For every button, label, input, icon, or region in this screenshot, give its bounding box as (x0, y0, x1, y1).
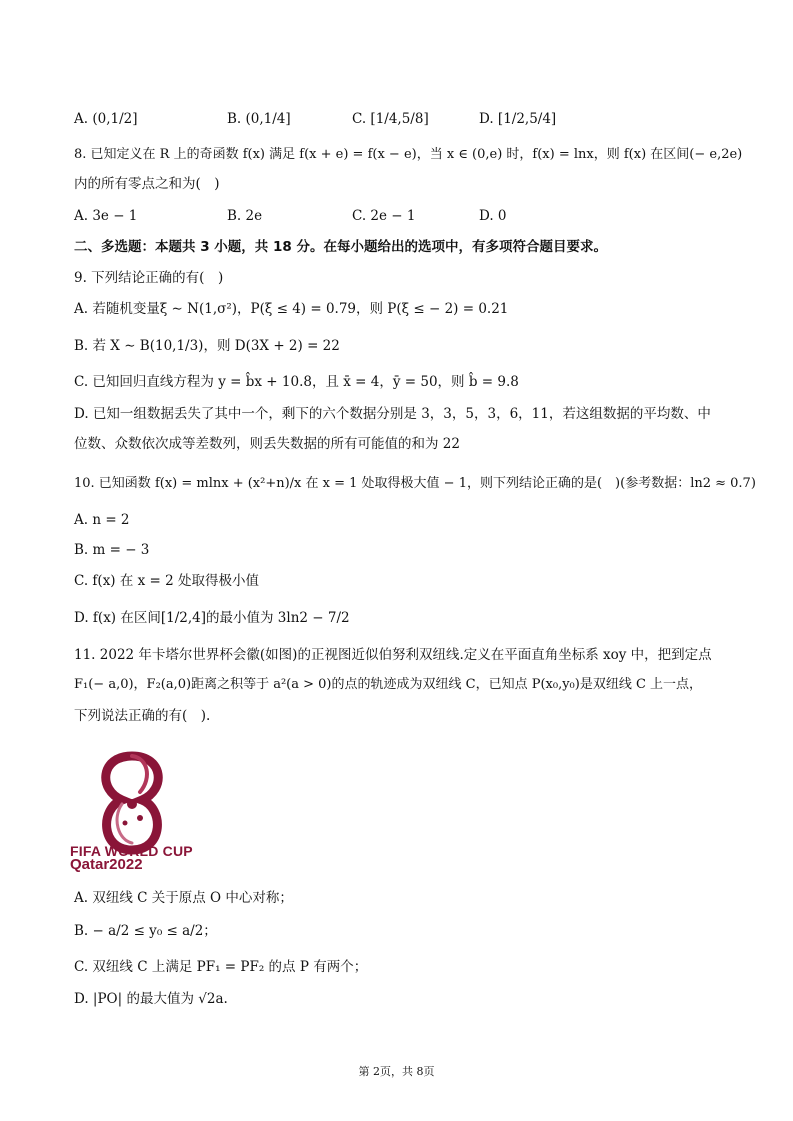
page-footer: 第 2页，共 8页 (358, 1065, 435, 1078)
q11-stem-line1: 11. 2022 年卡塔尔世界杯会徽(如图)的正视图近似伯努利双纽线.定义在平面直角坐标系 xoy 中，把到定点 (74, 647, 712, 663)
q8-option-d: D. 0 (479, 208, 507, 224)
q10-option-a: A. n = 2 (74, 512, 130, 528)
q9-option-c: C. 已知回归直线方程为 y = b̂x + 10.8，且 x̄ = 4，ȳ = 50，则 b̂ = 9.8 (74, 374, 519, 390)
q8-stem-line2: 内的所有零点之和为( ) (74, 176, 220, 192)
q11-stem-line3: 下列说法正确的有( ). (74, 708, 211, 724)
logo-text-qatar-2022: Qatar2022 (70, 856, 143, 873)
q9-option-d-line2: 位数、众数依次成等差数列，则丢失数据的所有可能值的和为 22 (74, 436, 460, 452)
q11-option-d: D. |PO| 的最大值为 √2a. (74, 991, 228, 1007)
section-header-multiple-choice: 二、多选题：本题共 3 小题，共 18 分。在每小题给出的选项中，有多项符合题目要求。 (74, 239, 607, 255)
q7-option-c: C. [1/4,5/8] (352, 111, 429, 127)
q8-stem-line1: 8. 已知定义在 R 上的奇函数 f(x) 满足 f(x + e) = f(x − e)，当 x ∈ (0,e) 时，f(x) = lnx，则 f(x) 在区间(− e,2e) (74, 147, 743, 162)
q10-option-c: C. f(x) 在 x = 2 处取得极小值 (74, 573, 260, 589)
q11-option-a: A. 双纽线 C 关于原点 O 中心对称； (74, 890, 293, 906)
q8-option-b: B. 2e (227, 208, 263, 224)
q9-stem: 9. 下列结论正确的有( ) (74, 270, 224, 286)
q7-option-a: A. (0,1/2] (74, 111, 138, 127)
q8-option-a: A. 3e − 1 (74, 208, 138, 224)
q7-option-b: B. (0,1/4] (227, 111, 291, 127)
q7-option-d: D. [1/2,5/4] (479, 111, 557, 127)
q8-option-c: C. 2e − 1 (352, 208, 416, 224)
q9-option-a: A. 若随机变量ξ ∼ N(1,σ²)，P(ξ ≤ 4) = 0.79，则 P(ξ ≤ − 2) = 0.21 (74, 301, 509, 317)
q9-option-d-line1: D. 已知一组数据丢失了其中一个，剩下的六个数据分别是 3，3，5，3，6，11，若这组数据的平均数、中 (74, 406, 711, 422)
q10-stem: 10. 已知函数 f(x) = mlnx + (x²+n)/x 在 x = 1 处取得极大值 − 1，则下列结论正确的是( )(参考数据：ln2 ≈ 0.7) (74, 476, 756, 491)
q10-option-d: D. f(x) 在区间[1/2,4]的最小值为 3ln2 − 7/2 (74, 610, 350, 626)
q11-option-b: B. − a/2 ≤ y₀ ≤ a/2； (74, 923, 217, 939)
logo-text-fifa-world-cup: FIFA WORLD CUP (70, 843, 193, 859)
q11-stem-line2: F₁(− a,0)，F₂(a,0)距离之积等于 a²(a > 0)的点的轨迹成为双纽线 C，已知点 P(x₀,y₀)是双纽线 C 上一点， (74, 677, 703, 692)
q10-option-b: B. m = − 3 (74, 542, 150, 558)
q11-option-c: C. 双纽线 C 上满足 PF₁ = PF₂ 的点 P 有两个； (74, 959, 368, 975)
q9-option-b: B. 若 X ∼ B(10,1/3)，则 D(3X + 2) = 22 (74, 338, 340, 354)
